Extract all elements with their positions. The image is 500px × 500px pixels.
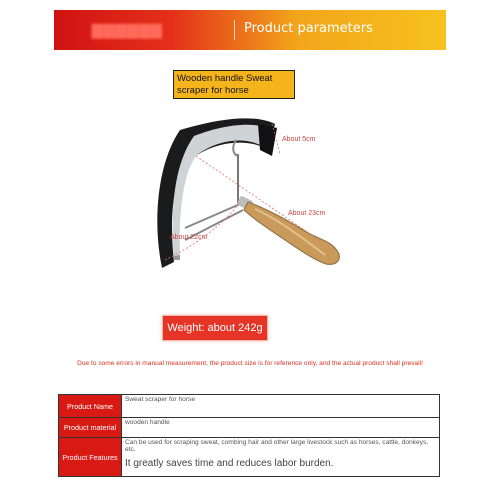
scraper-illustration [140, 110, 360, 280]
param-value-extra: It greatly saves time and reduces labor burden. [125, 458, 334, 469]
param-value: wooden handle [122, 418, 440, 438]
page-title: Product parameters [244, 21, 373, 36]
header-banner [54, 10, 446, 50]
param-value: Can be used for scraping sweat, combing hair and other large livestock such as horses, cattle, donkeys, etc. [125, 439, 429, 453]
params-table [58, 394, 440, 477]
param-value: Sweat scraper for horse [122, 395, 440, 418]
table-row [59, 418, 440, 438]
table-row [59, 395, 440, 418]
dimension-width-label: About 22cm [170, 234, 208, 241]
banner-logo-blur: ▇▇▇▇▇▇ [92, 22, 163, 38]
measurement-note: Due to some errors in manual measurement, the product size is for reference only, and the actual product shall prevail! [77, 360, 423, 367]
dimension-blade-label: About 23cm [288, 210, 326, 217]
table-row [59, 438, 440, 477]
product-image [140, 110, 360, 280]
dimension-height-label: About 5cm [282, 136, 316, 143]
param-label: Product Name [59, 395, 122, 418]
param-label: Product material [59, 418, 122, 438]
product-name-box: Wooden handle Sweat scraper for horse [173, 70, 295, 99]
param-label: Product Features [59, 438, 122, 477]
weight-label: Weight: about 242g [163, 316, 267, 340]
banner-divider [234, 20, 235, 40]
param-value-cell [122, 438, 440, 477]
